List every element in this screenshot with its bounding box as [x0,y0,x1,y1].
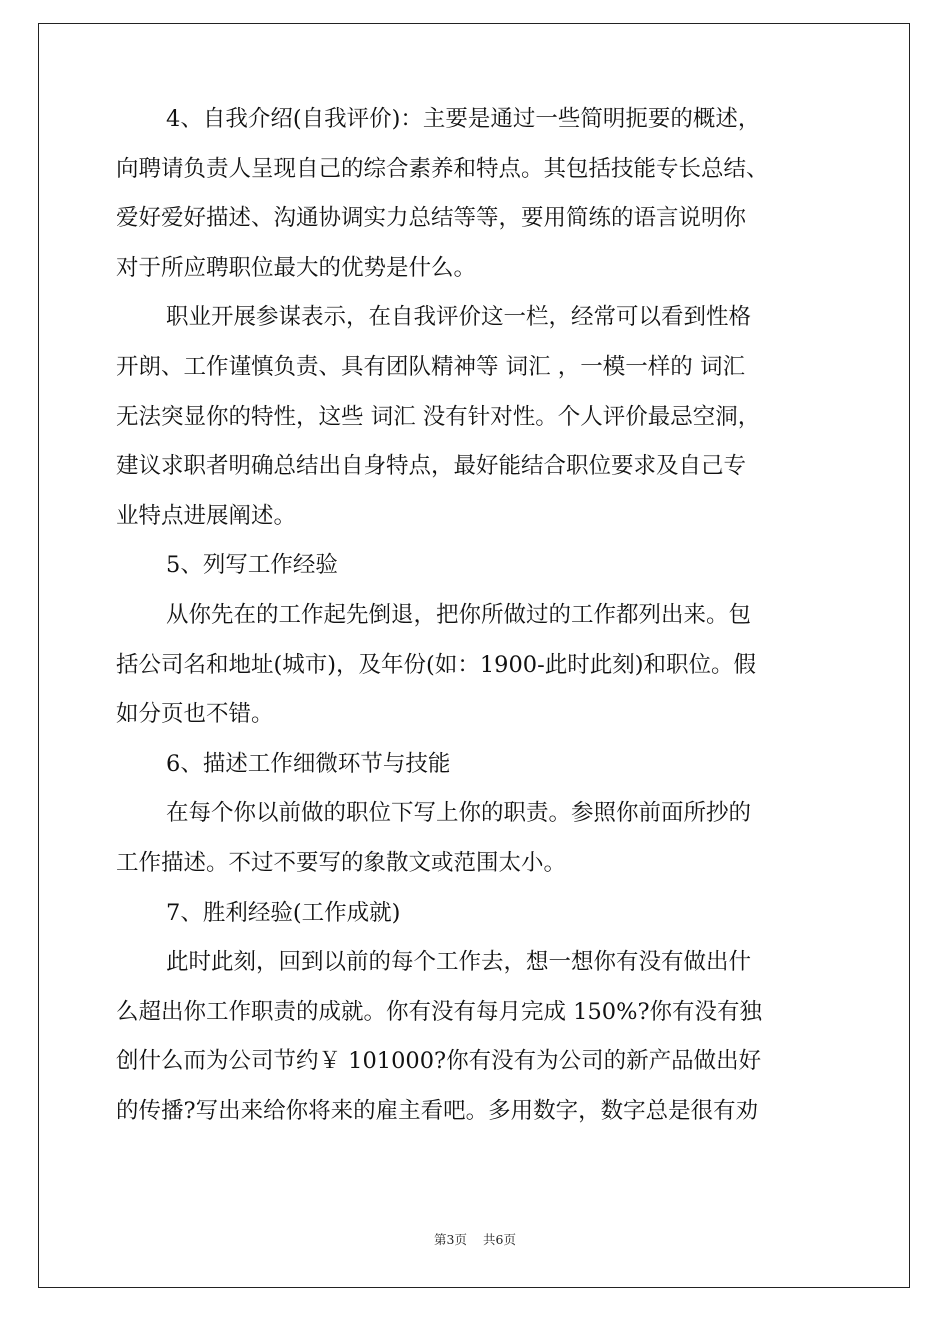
paragraph-line: 无法突显你的特性，这些 词汇 没有针对性。个人评价最忌空洞， [116,403,761,430]
paragraph-line: 建议求职者明确总结出自身特点，最好能结合职位要求及自己专 [116,453,747,480]
paragraph-line: 业特点进展阐述。 [116,502,297,529]
paragraph-line: 开朗、工作谨慎负责、具有团队精神等 词汇 ，一模一样的 词汇 [116,353,745,380]
paragraph-line: 爱好爱好描述、沟通协调实力总结等等，要用简练的语言说明你 [116,205,747,232]
page-number: 第3页 [434,1232,467,1247]
paragraph-line: 如分页也不错。 [116,701,274,728]
paragraph-line: 职业开展参谋表示，在自我评价这一栏，经常可以看到性格 [166,304,752,331]
paragraph-line: 创什么而为公司节约￥ 101000?你有没有为公司的新产品做出好 [116,1048,762,1075]
document-body [116,95,832,1136]
paragraph-line: 括公司名和地址(城市)，及年份(如：1900-此时此刻)和职位。假 [116,651,756,678]
paragraph-line: 对于所应聘职位最大的优势是什么。 [116,254,477,281]
section-heading: 6、描述工作细微环节与技能 [166,750,451,777]
paragraph-line: 的传播?写出来给你将来的雇主看吧。多用数字，数字总是很有劝 [116,1097,759,1124]
section-heading: 5、列写工作经验 [166,552,338,579]
paragraph-line: 工作描述。不过不要写的象散文或范围太小。 [116,849,567,876]
paragraph-line: 从你先在的工作起先倒退，把你所做过的工作都列出来。包 [166,601,752,628]
paragraph-line: 此时此刻，回到以前的每个工作去，想一想你有没有做出什 [166,949,752,976]
paragraph-line: 4、自我介绍(自我评价)：主要是通过一些简明扼要的概述， [166,106,761,132]
section-heading: 7、胜利经验(工作成就) [166,899,401,926]
paragraph-line: 向聘请负责人呈现自己的综合素养和特点。其包括技能专长总结、 [116,155,769,182]
page-footer [0,1230,950,1248]
paragraph-line: 么超出你工作职责的成就。你有没有每月完成 150%?你有没有独 [116,998,763,1025]
page-total: 共6页 [483,1232,516,1247]
paragraph-line: 在每个你以前做的职位下写上你的职责。参照你前面所抄的 [166,800,752,827]
